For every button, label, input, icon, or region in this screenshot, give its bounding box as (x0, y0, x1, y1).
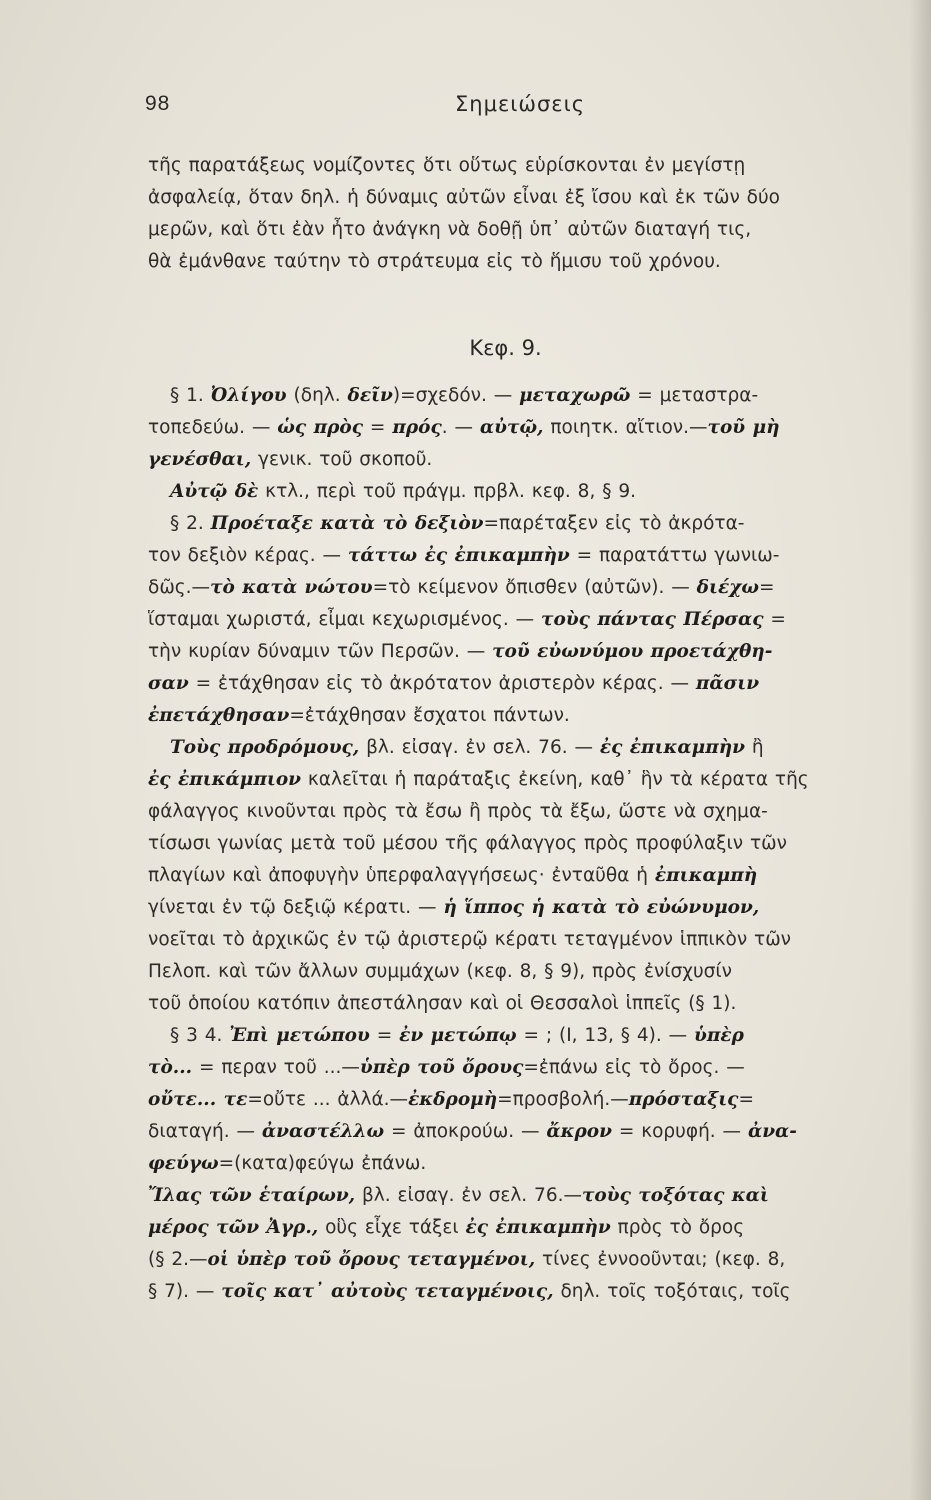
gloss-text: = παρατάττω γωνιω- (569, 545, 780, 566)
lemma-text: μέρος τῶν Ἀγρ., (148, 1217, 319, 1238)
paragraph-intro (148, 150, 898, 278)
lemma-text: πᾶσιν (695, 673, 760, 694)
gloss-text: νοεῖται τὸ ἀρχικῶς ἐν τῷ ἀριστερῷ κέρατι τεταγμένον ἱππικὸν τῶν (148, 929, 792, 950)
lemma-text: ἐς ἐπικαμπὴν (465, 1217, 611, 1238)
gloss-text: τὴν κυρίαν δύναμιν τῶν Περσῶν. — (148, 641, 493, 662)
gloss-text: τίνες ἐννοοῦνται; (κεφ. 8, (535, 1249, 786, 1270)
gloss-text: πρὸς τὸ ὄρος (610, 1217, 745, 1238)
text-line (148, 796, 898, 828)
lemma-text: τοὺς πάντας Πέρσας (541, 609, 764, 630)
gloss-text: = (363, 417, 393, 438)
gloss-text: = (763, 609, 786, 630)
gloss-text: οὓς εἶχε τάξει (318, 1217, 466, 1238)
gloss-text: δηλ. τοῖς τοξόταις, τοῖς (553, 1281, 791, 1302)
gloss-text: )=σχεδόν. — (392, 385, 520, 406)
gloss-text: τοῦ ὁποίου κατόπιν ἀπεστάλησαν καὶ οἱ Θεσσαλοὶ ἱππεῖς (§ 1). (148, 993, 737, 1014)
gloss-text: ποιητκ. αἴτιον.— (543, 417, 708, 438)
lemma-text: Προέταξε κατὰ τὸ δεξιὸν (210, 513, 484, 534)
lemma-text: ἐπικαμπὴ (654, 865, 758, 886)
lemma-text: τὸ... (148, 1057, 193, 1078)
gloss-text: =οὔτε ... ἀλλά.— (247, 1089, 409, 1110)
lemma-text: τοῦ μὴ (707, 417, 780, 438)
gloss-text: γίνεται ἐν τῷ δεξιῷ κέρατι. — (148, 897, 444, 918)
gloss-text: § 2. (170, 513, 211, 534)
lemma-text: γενέσθαι, (148, 449, 252, 470)
gloss-text: . — (441, 417, 480, 438)
text-line (148, 1180, 898, 1212)
page-edge-shadow (909, 0, 931, 1500)
gloss-text: διαταγή. — (148, 1121, 262, 1142)
lemma-text: τάττω ἐς ἐπικαμπὴν (347, 545, 570, 566)
gloss-text: =ἐπάνω εἰς τὸ ὄρος. — (523, 1057, 745, 1078)
lemma-text: Αὐτῷ δὲ (170, 481, 259, 502)
text-line (148, 412, 898, 444)
text-line (148, 444, 898, 476)
running-head (0, 92, 931, 126)
text-line (148, 956, 898, 988)
text-line (148, 1020, 898, 1052)
lemma-text: διέχω (696, 577, 759, 598)
gloss-text: =ἐτάχθησαν ἔσχατοι πάντων. (289, 705, 570, 726)
gloss-text: βλ. εἰσαγ. ἐν σελ. 76.— (355, 1185, 582, 1206)
lemma-text: μεταχωρῶ (519, 385, 631, 406)
text-line (148, 892, 898, 924)
gloss-text: καλεῖται ἡ παράταξις ἐκείνη, καθ᾽ ἣν τὰ κέρατα τῆς (301, 769, 809, 790)
gloss-text: =τὸ κείμενον ὄπισθεν (αὐτῶν). — (372, 577, 697, 598)
text-line (148, 700, 898, 732)
lemma-text: οὔτε... τε (148, 1089, 248, 1110)
lemma-text: ἐν μετώπῳ (399, 1025, 517, 1046)
gloss-text: = ἀποκρούω. — (384, 1121, 547, 1142)
running-title: Σημειώσεις (455, 92, 586, 116)
text-line (148, 828, 898, 860)
notes-body (148, 380, 898, 1308)
gloss-text: τίσωσι γωνίας μετὰ τοῦ μέσου τῆς φάλαγγος πρὸς προφύλαξιν τῶν (148, 833, 787, 854)
gloss-text: = ; (I, 13, § 4). — (516, 1025, 694, 1046)
lemma-text: τοῖς κατ᾽ αὐτοὺς τεταγμένοις, (221, 1281, 554, 1302)
gloss-text: φάλαγγος κινοῦνται πρὸς τὰ ἔσω ἢ πρὸς τὰ ἔξω, ὥστε νὰ σχημα- (148, 801, 768, 822)
lemma-text: Ἴλας τῶν ἑταίρων, (148, 1185, 356, 1206)
lemma-text: πρός (392, 417, 442, 438)
lemma-text: τοὺς τοξότας καὶ (581, 1185, 769, 1206)
gloss-text: ἢ (745, 737, 764, 758)
text-line (148, 1148, 898, 1180)
lemma-text: ἐκδρομὴ (408, 1089, 498, 1110)
text-line (148, 476, 898, 508)
gloss-text: =προσβολή.— (497, 1089, 629, 1110)
lemma-text: ὡς πρὸς (277, 417, 364, 438)
gloss-text: = ἐτάχθησαν εἰς τὸ ἀκρότατον ἀριστερὸν κέρας. — (188, 673, 696, 694)
lemma-text: ἐς ἐπικάμπιον (148, 769, 302, 790)
text-line (148, 1244, 898, 1276)
text-line (148, 924, 898, 956)
gloss-text: (δηλ. (286, 385, 348, 406)
lemma-text: δεῖν (347, 385, 393, 406)
lemma-text: ἡ ἵππος ἡ κατὰ τὸ εὐώνυμον, (443, 897, 760, 918)
gloss-text: § 3 4. (170, 1025, 230, 1046)
gloss-text: § 7). — (148, 1281, 222, 1302)
page-number: 98 (145, 92, 171, 115)
lemma-text: ἐπετάχθησαν (148, 705, 290, 726)
lemma-text: Ὀλίγου (210, 385, 287, 406)
gloss-text: = (369, 1025, 400, 1046)
text-line (148, 572, 898, 604)
text-line (148, 988, 898, 1020)
text-line (148, 1212, 898, 1244)
lemma-text: ὑπὲρ τοῦ ὄρους (359, 1057, 524, 1078)
text-line (148, 1052, 898, 1084)
gloss-text: Πελοπ. καὶ τῶν ἄλλων συμμάχων (κεφ. 8, § 9), πρὸς ἐνίσχυσίν (148, 961, 732, 982)
gloss-text: = (738, 1089, 754, 1110)
lemma-text: οἱ ὑπὲρ τοῦ ὄρους τεταγμένοι, (207, 1249, 536, 1270)
gloss-text: ἵσταμαι χωριστά, εἶμαι κεχωρισμένος. — (148, 609, 542, 630)
gloss-text: § 1. (170, 385, 211, 406)
text-line: τῆς παρατάξεως νομίζοντες ὅτι οὕτως εὑρίσκονται ἐν μεγίστῃ (148, 155, 746, 176)
text-line: ἀσφαλείᾳ, ὅταν δηλ. ἡ δύναμις αὐτῶν εἶναι ἐξ ἴσου καὶ ἐκ τῶν δύο (148, 187, 780, 208)
chapter-heading: Κεφ. 9. (469, 336, 542, 360)
lemma-text: αὐτῷ, (479, 417, 544, 438)
text-line (148, 1276, 898, 1308)
gloss-text: πλαγίων καὶ ἀποφυγὴν ὑπερφαλαγγήσεως· ἐνταῦθα ἡ (148, 865, 655, 886)
lemma-text: φεύγω (148, 1153, 219, 1174)
lemma-text: ἄκρον (546, 1121, 612, 1142)
gloss-text: δῶς.— (148, 577, 211, 598)
gloss-text: = κορυφή. — (611, 1121, 748, 1142)
text-line (148, 540, 898, 572)
lemma-text: ὑπὲρ (693, 1025, 744, 1046)
gloss-text: γενικ. τοῦ σκοποῦ. (251, 449, 433, 470)
text-line (148, 860, 898, 892)
text-line: θὰ ἐμάνθανε ταύτην τὸ στράτευμα εἰς τὸ ἥμισυ τοῦ χρόνου. (148, 251, 721, 272)
gloss-text: βλ. εἰσαγ. ἐν σελ. 76. — (359, 737, 600, 758)
text-line: μερῶν, καὶ ὅτι ἐὰν ἦτο ἀνάγκη νὰ δοθῇ ὑπ᾽ αὐτῶν διαταγή τις, (148, 219, 752, 240)
text-line (148, 1116, 898, 1148)
gloss-text: τοπεδεύω. — (148, 417, 278, 438)
lemma-text: ἀναστέλλω (261, 1121, 385, 1142)
text-line (148, 636, 898, 668)
lemma-text: Τοὺς προδρόμους, (170, 737, 360, 758)
text-line (148, 604, 898, 636)
lemma-text: τὸ κατὰ νώτου (210, 577, 373, 598)
gloss-text: =παρέταξεν εἰς τὸ ἀκρότα- (483, 513, 745, 534)
gloss-text: κτλ., περὶ τοῦ πράγμ. πρβλ. κεφ. 8, § 9. (258, 481, 636, 502)
text-line (148, 764, 898, 796)
gloss-text: = (758, 577, 775, 598)
gloss-text: = μεταστρα- (630, 385, 759, 406)
lemma-text: ἐς ἐπικαμπὴν (599, 737, 746, 758)
gloss-text: = περαν τοῦ ...— (192, 1057, 360, 1078)
text-line (148, 508, 898, 540)
gloss-text: τον δεξιὸν κέρας. — (148, 545, 348, 566)
text-line (148, 1084, 898, 1116)
lemma-text: πρόσταξις (628, 1089, 739, 1110)
text-line (148, 668, 898, 700)
lemma-text: τοῦ εὐωνύμου προετάχθη- (492, 641, 773, 662)
lemma-text: σαν (148, 673, 189, 694)
gloss-text: (§ 2.— (148, 1249, 208, 1270)
lemma-text: Ἐπὶ μετώπου (229, 1025, 370, 1046)
lemma-text: ἀνα- (747, 1121, 797, 1142)
text-line (148, 732, 898, 764)
gloss-text: =(κατα)φεύγω ἐπάνω. (218, 1153, 427, 1174)
text-line (148, 380, 898, 412)
